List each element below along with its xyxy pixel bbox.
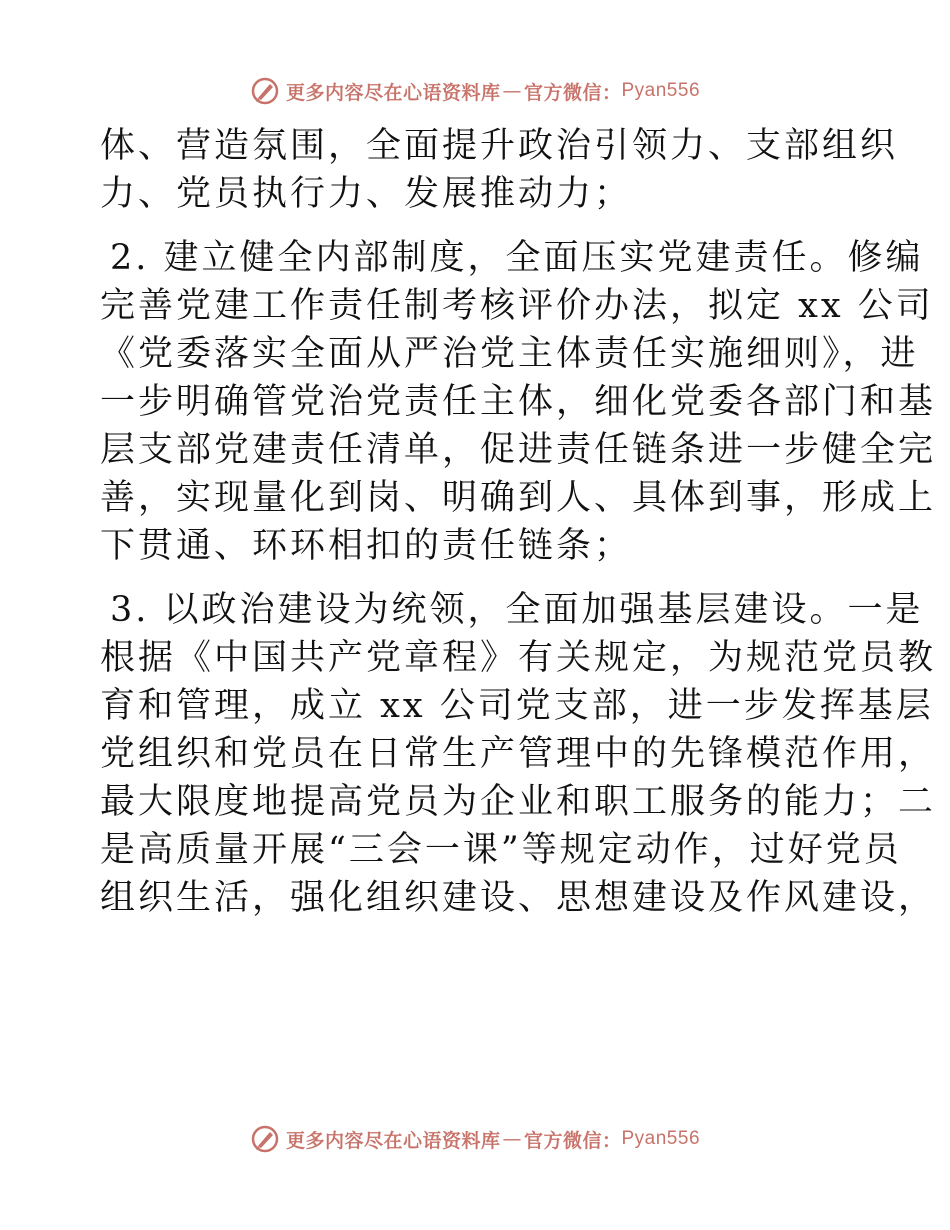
text-line: 下贯通、环环相扣的责任链条； xyxy=(100,526,633,566)
watermark-label: 官方微信： xyxy=(523,1129,622,1152)
watermark-id: Pyan556 xyxy=(621,1128,701,1149)
text-line: 体、营造氛围，全面提升政治引领力、支部组织 xyxy=(100,126,899,166)
text-line: 根据《中国共产党章程》有关规定，为规范党员教 xyxy=(100,638,937,678)
pen-logo-icon xyxy=(250,1124,280,1154)
watermark-text: 更多内容尽在心语资料库 xyxy=(285,1129,501,1152)
text-line: 完善党建工作责任制考核评价办法，拟定 xx 公司 xyxy=(100,286,934,326)
text-line: 育和管理，成立 xx 公司党支部，进一步发挥基层 xyxy=(100,686,934,726)
text-line: 一步明确管党治党责任主体，细化党委各部门和基 xyxy=(100,382,937,422)
header-watermark xyxy=(0,76,950,106)
watermark-id: Pyan556 xyxy=(621,80,701,101)
text-line: 2. 建立健全内部制度，全面压实党建责任。修编 xyxy=(110,238,924,278)
text-line: 最大限度地提高党员为企业和职工服务的能力；二 xyxy=(100,782,937,822)
text-line: 3. 以政治建设为统领，全面加强基层建设。一是 xyxy=(110,590,924,630)
watermark-label: 官方微信： xyxy=(523,81,622,104)
text-line: 善，实现量化到岗、明确到人、具体到事，形成上 xyxy=(100,478,937,518)
paragraph-1 xyxy=(100,122,899,218)
watermark-separator: — xyxy=(502,80,522,102)
paragraph-2 xyxy=(100,234,937,570)
text-line: 党组织和党员在日常生产管理中的先锋模范作用， xyxy=(100,734,937,774)
text-line: 层支部党建责任清单，促进责任链条进一步健全完 xyxy=(100,430,937,470)
text-line: 《党委落实全面从严治党主体责任实施细则》，进 xyxy=(100,334,919,374)
watermark-separator: — xyxy=(502,1128,522,1150)
pen-logo-icon xyxy=(250,76,280,106)
document-body xyxy=(100,122,937,922)
footer-watermark xyxy=(0,1124,950,1154)
text-line: 力、党员执行力、发展推动力； xyxy=(100,174,633,214)
text-line: 是高质量开展“三会一课”等规定动作，过好党员 xyxy=(100,830,902,870)
text-line: 组织生活，强化组织建设、思想建设及作风建设， xyxy=(100,878,937,918)
watermark-text: 更多内容尽在心语资料库 xyxy=(285,81,501,104)
paragraph-3 xyxy=(100,586,937,922)
